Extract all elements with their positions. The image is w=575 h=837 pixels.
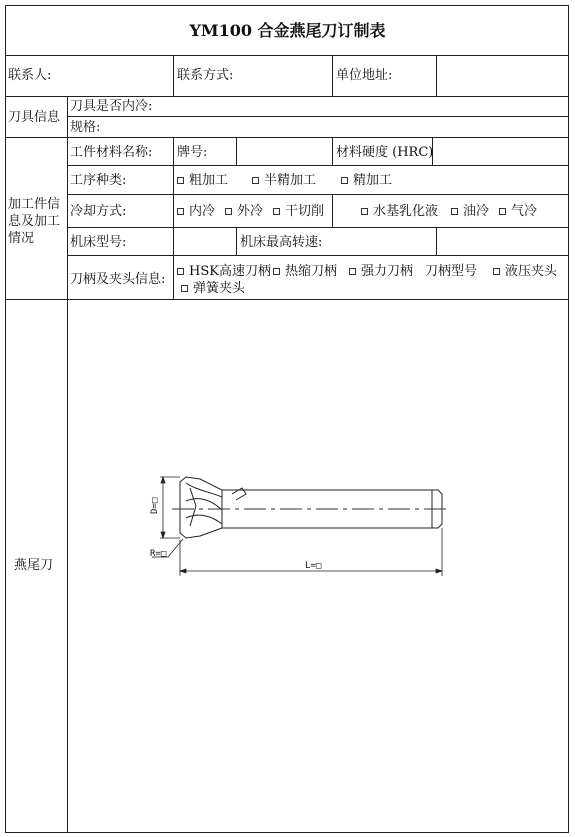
option-label: 强力刀柄 xyxy=(361,264,414,279)
max-speed-label: 机床最高转速: xyxy=(240,235,323,250)
option-label: 油冷 xyxy=(463,204,490,219)
holder-model-label: 刀柄型号 xyxy=(425,264,478,279)
option-label: 气冷 xyxy=(511,204,538,219)
option-label: 热缩刀柄 xyxy=(285,264,338,279)
option-label: 液压夹头 xyxy=(505,264,558,279)
tool-info-section-label: 刀具信息 xyxy=(8,110,61,125)
option-label: 干切削 xyxy=(285,204,325,219)
drawing-section-label: 燕尾刀 xyxy=(14,558,54,573)
spec-label: 规格: xyxy=(70,120,101,135)
option-label: 外冷 xyxy=(237,204,264,219)
holder-label: 刀柄及夹头信息: xyxy=(70,272,166,287)
material-label: 工件材料名称: xyxy=(70,145,153,160)
option-label: 水基乳化液 xyxy=(373,204,439,219)
cutter-head xyxy=(180,477,222,538)
address-label: 单位地址: xyxy=(336,68,393,83)
contact-label: 联系人: xyxy=(8,68,52,83)
machine-label: 机床型号: xyxy=(70,235,127,250)
hardness-label: 材料硬度 (HRC) xyxy=(336,145,434,160)
internal-cooling-label: 刀具是否内冷: xyxy=(70,99,153,114)
contact-method-label: 联系方式: xyxy=(177,68,234,83)
option-label: 半精加工 xyxy=(264,173,317,188)
flute-curve xyxy=(186,483,222,497)
option-label: HSK高速刀柄 xyxy=(189,264,271,279)
dimension-d: D=□ xyxy=(150,497,160,514)
dimension-l: L=□ xyxy=(305,561,322,571)
process-label: 工序种类: xyxy=(70,173,127,188)
option-label: 内冷 xyxy=(189,204,216,219)
option-label: 精加工 xyxy=(353,173,393,188)
dimension-r: R=□ xyxy=(150,549,167,559)
cooling-label: 冷却方式: xyxy=(70,204,127,219)
flute-curve xyxy=(186,499,222,510)
flute-curve xyxy=(190,488,196,526)
form-title: YM100 合金燕尾刀订制表 xyxy=(189,21,386,40)
option-label: 粗加工 xyxy=(189,173,229,188)
option-label: 弹簧夹头 xyxy=(193,281,246,296)
workpiece-section-label: 加工件信息及加工情况 xyxy=(8,197,61,246)
grade-label: 牌号: xyxy=(177,145,208,160)
